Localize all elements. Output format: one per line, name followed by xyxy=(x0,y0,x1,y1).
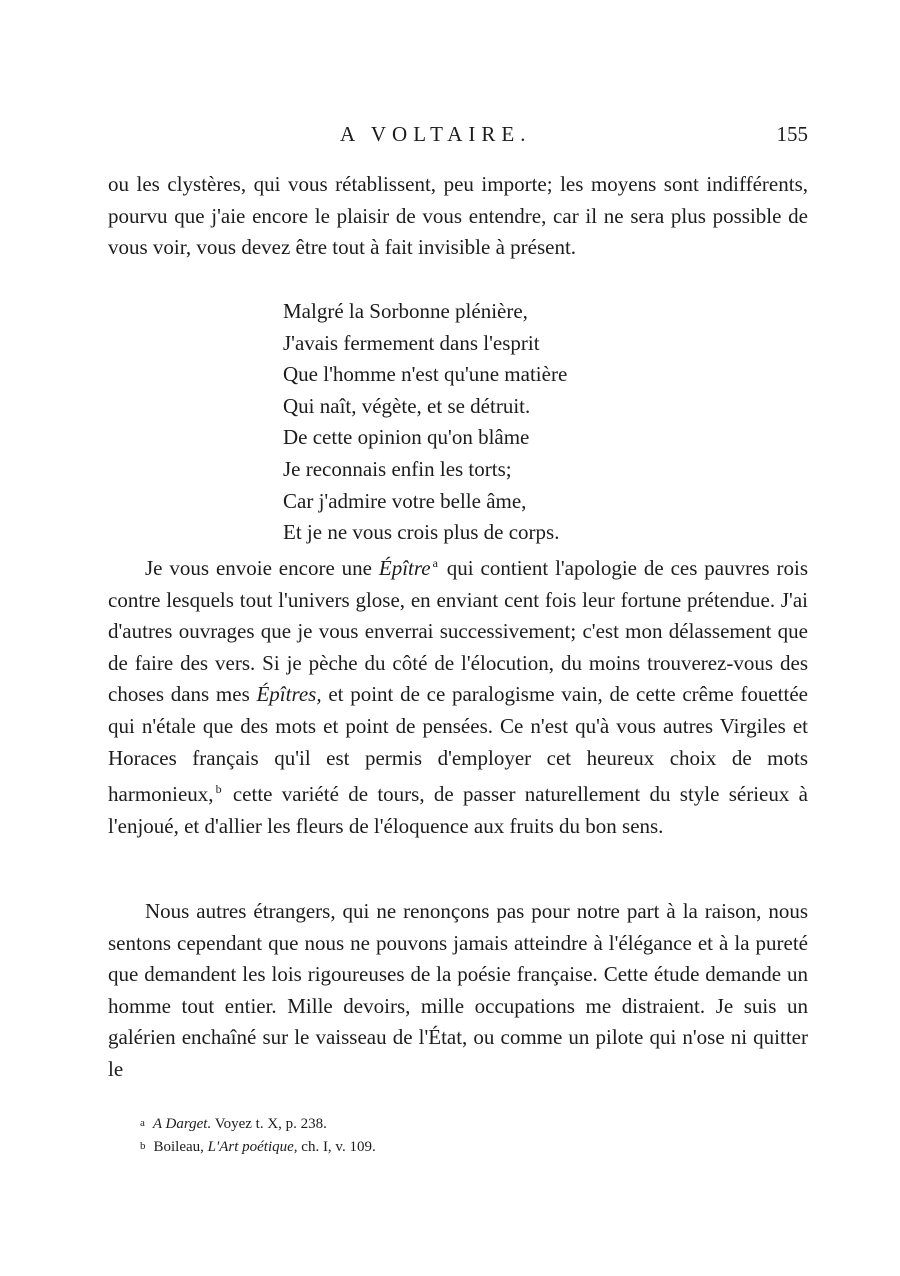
page-number: 155 xyxy=(776,122,808,146)
paragraph-2-text: Je vous envoie encore une xyxy=(145,556,379,580)
footnote-b xyxy=(140,1135,376,1158)
verse-stanza xyxy=(283,296,567,549)
footnote-ref-b: b xyxy=(215,782,222,797)
paragraph-2 xyxy=(108,548,808,842)
epitres-title: Épîtres, xyxy=(256,682,322,707)
paragraph-2-text: cette variété de tours, de passer naturellement du style sérieux à l'enjoué, et d'allier les fleurs de l'éloquence aux fruits du bon sens. xyxy=(108,782,808,838)
verse-line: De cette opinion qu'on blâme xyxy=(283,425,530,450)
footnote-marker: a xyxy=(140,1117,145,1129)
footnote-a-text: Voyez t. X, p. 238. xyxy=(211,1116,327,1132)
verse-line: Malgré la Sorbonne plénière, xyxy=(283,299,528,323)
running-header xyxy=(108,122,808,156)
footnote-b-text: ch. I, v. 109. xyxy=(297,1139,376,1155)
footnote-ref-a: a xyxy=(432,556,438,570)
verse-line: J'avais fermement dans l'esprit xyxy=(283,330,540,355)
paragraph-3: Nous autres étrangers, qui ne renonçons pas pour notre part à la raison, nous sentons cependant que nous ne pouvons jamais atteindre à l'élégance et à la pureté que demandent les lois rigoureuses de la poésie française. Cette étude demande un homme tout entier. Mille devoirs, mille occupations me distraient. Je suis un galérien enchaîné sur le vaisseau de l'État, ou comme un pilote qui n'ose ni quitter le xyxy=(108,899,808,1081)
verse-line: Qui naît, végète, et se détruit. xyxy=(283,393,531,418)
footnote-a-title: A Darget. xyxy=(152,1116,212,1132)
verse-line: Je reconnais enfin les torts; xyxy=(283,456,512,481)
epitre-title: Épître xyxy=(378,556,431,580)
footnote-marker: b xyxy=(140,1140,146,1152)
paragraph-2-text: et point de ce paralogisme vain, de cette crême fouettée qui n'étale que des mots et point de pensées. Ce n'est qu'à vous autres Virgiles et Horaces français qu'il est permis d'employer cet heureux choix de mots harmonieux, xyxy=(108,682,808,807)
paragraph-2-text: qui contient l'apologie de ces pauvres rois contre lesquels tout l'univers glose, en enviant cent fois leur fortune prétendue. J'ai d'autres ouvrages que je vous enverrai successivement; c'est mon délassement que de faire des vers. Si je pèche du côté de l'élocution, du moins trouverez-vous des choses dans mes xyxy=(108,556,808,707)
paragraph-1: ou les clystères, qui vous rétablissent, peu importe; les moyens sont indifférents, pourvu que j'aie encore le plaisir de vous entendre, car il ne sera plus possible de vous voir, vous devez être tout à fait invisible à présent. xyxy=(108,172,808,260)
verse-line: Car j'admire votre belle âme, xyxy=(283,488,527,513)
footnote-b-title: L'Art poétique, xyxy=(207,1139,298,1155)
running-title: A VOLTAIRE. xyxy=(340,122,532,146)
verse-line: Et je ne vous crois plus de corps. xyxy=(283,520,560,545)
verse-line: Que l'homme n'est qu'une matière xyxy=(283,362,568,387)
footnote-a xyxy=(140,1112,327,1135)
footnote-b-author: Boileau, xyxy=(153,1139,208,1155)
